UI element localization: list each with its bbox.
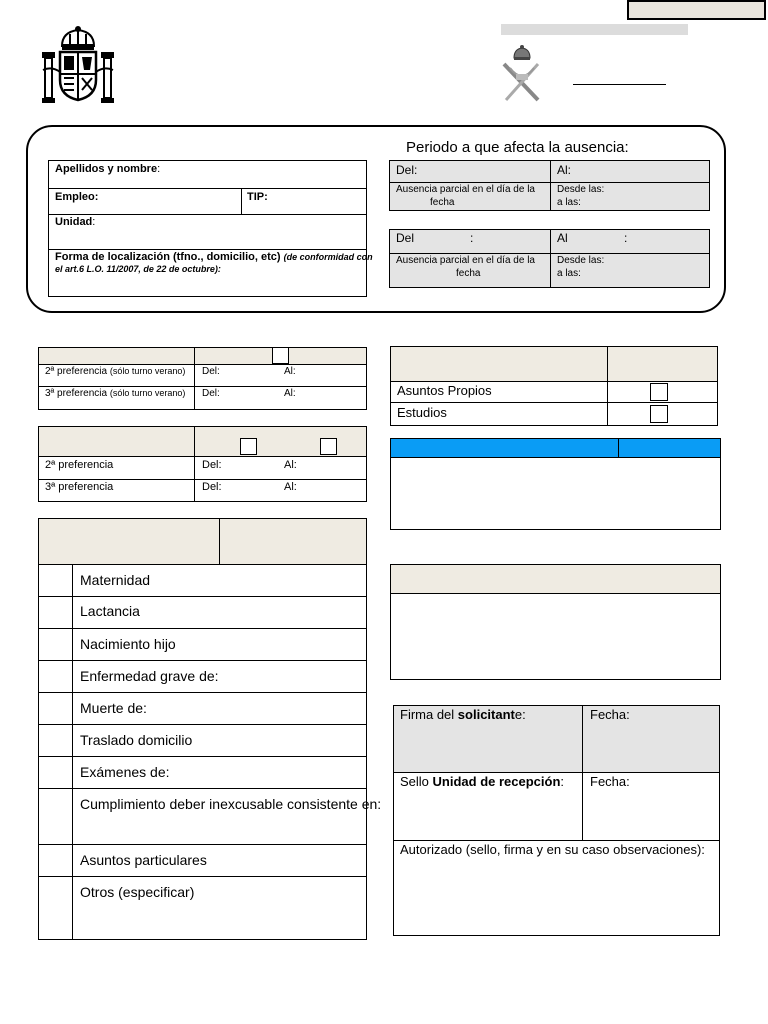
pref1-row-2-del: Del: <box>202 366 220 377</box>
asuntos-propios-checkbox[interactable] <box>650 383 668 401</box>
al2-colon: : <box>624 231 628 245</box>
tip-label: TIP: <box>247 191 268 203</box>
divider <box>38 788 367 789</box>
pref2-row-2-al: Al: <box>284 459 297 471</box>
spain-coat-of-arms-icon <box>40 24 116 104</box>
motivo-examenes: Exámenes de: <box>80 764 170 780</box>
al-label: Al: <box>557 163 572 177</box>
divider <box>38 596 367 597</box>
pref2-row-3-al: Al: <box>284 481 297 493</box>
motivo-checkbox-cell[interactable] <box>39 789 72 844</box>
motivo-checkbox-cell[interactable] <box>39 565 72 596</box>
motivo-checkbox-cell[interactable] <box>39 661 72 692</box>
personal-data-table <box>48 160 367 297</box>
header-gray-bar <box>501 24 688 35</box>
divider <box>194 347 195 410</box>
pref1-row-3-label: 3ª preferencia (sólo turno verano) <box>45 388 186 399</box>
divider <box>241 188 242 214</box>
motivo-traslado: Traslado domicilio <box>80 732 193 748</box>
motivo-checkbox-cell[interactable] <box>39 757 72 788</box>
a-las2-label: a las: <box>557 268 581 279</box>
divider <box>48 249 367 250</box>
pref2-row-2-del: Del: <box>202 459 222 471</box>
periodo-title: Periodo a que afecta la ausencia: <box>406 139 629 156</box>
sello-unidad-label: Sello Unidad de recepción: <box>400 774 565 789</box>
parcial-label-line2: fecha <box>430 197 455 208</box>
a-las-label: a las: <box>557 197 581 208</box>
localizacion-label: Forma de localización (tfno., domicilio, etc) (de conformidad con <box>55 251 373 263</box>
divider <box>38 364 367 365</box>
divider <box>38 479 367 480</box>
motivo-checkbox-cell[interactable] <box>39 725 72 756</box>
desde-label: Desde las: <box>557 184 605 195</box>
parcial2-label-line2: fecha <box>456 268 481 279</box>
motivo-muerte: Muerte de: <box>80 700 147 716</box>
divider <box>390 381 718 382</box>
divider <box>607 346 608 426</box>
empleo-label: Empleo: <box>55 191 99 203</box>
pref2-checkbox-2[interactable] <box>320 438 337 455</box>
divider <box>38 456 367 457</box>
divider <box>38 844 367 845</box>
divider <box>390 402 718 403</box>
pref2-header <box>39 427 366 456</box>
pref1-header <box>39 348 366 364</box>
blue-section-header <box>391 439 720 457</box>
divider <box>393 840 720 841</box>
pref1-row-3-al: Al: <box>284 388 296 399</box>
divider <box>38 386 367 387</box>
beige-section-header <box>391 565 720 593</box>
divider <box>550 229 551 288</box>
divider <box>582 705 583 840</box>
desde2-label: Desde las: <box>557 255 605 266</box>
pref2-row-3-label: 3ª preferencia <box>45 481 114 493</box>
pref1-checkbox[interactable] <box>272 347 289 364</box>
divider <box>72 564 73 940</box>
parcial-label-line1: Ausencia parcial en el día de la <box>396 184 535 195</box>
autorizado-label: Autorizado (sello, firma y en su caso observaciones): <box>400 842 705 857</box>
motivo-cumplimiento: Cumplimiento deber inexcusable consistente en: <box>80 796 382 812</box>
del2-label: Del <box>396 231 415 245</box>
divider <box>194 426 195 502</box>
al2-label: Al <box>557 231 568 245</box>
motivo-checkbox-cell[interactable] <box>39 693 72 724</box>
pref2-row-3-del: Del: <box>202 481 222 493</box>
pref1-row-2-al: Al: <box>284 366 296 377</box>
divider <box>38 876 367 877</box>
pref1-row-2-label: 2ª preferencia (sólo turno verano) <box>45 366 186 377</box>
divider <box>38 660 367 661</box>
top-right-box <box>627 0 766 20</box>
divider <box>390 593 721 594</box>
divider <box>393 772 720 773</box>
divider <box>38 564 367 565</box>
motivo-enfermedad: Enfermedad grave de: <box>80 668 219 684</box>
motivo-asuntos-particulares: Asuntos particulares <box>80 852 207 868</box>
divider <box>38 692 367 693</box>
asuntos-propios-label: Asuntos Propios <box>397 383 492 398</box>
motivo-otros: Otros (especificar) <box>80 884 195 900</box>
motivo-nacimiento: Nacimiento hijo <box>80 636 176 652</box>
divider <box>550 160 551 211</box>
divider <box>48 188 367 189</box>
motivo-checkbox-cell[interactable] <box>39 597 72 628</box>
firma-solicitante-label: Firma del solicitante: <box>400 707 526 722</box>
del-label: Del: <box>396 163 418 177</box>
motivo-checkbox-cell[interactable] <box>39 845 72 876</box>
divider <box>618 439 619 457</box>
motivos-header <box>39 519 366 564</box>
motivo-checkbox-cell[interactable] <box>39 877 72 939</box>
pref1-row-3-del: Del: <box>202 388 220 399</box>
estudios-checkbox[interactable] <box>650 405 668 423</box>
pref2-row-2-label: 2ª preferencia <box>45 459 114 471</box>
divider <box>38 628 367 629</box>
motivo-maternidad: Maternidad <box>80 572 151 588</box>
asuntos-header <box>391 347 717 381</box>
apellidos-label: Apellidos y nombre: <box>55 163 161 175</box>
sello-fecha-label: Fecha: <box>590 774 630 789</box>
del2-colon: : <box>470 231 474 245</box>
divider <box>390 457 721 458</box>
divider <box>38 724 367 725</box>
divider <box>48 214 367 215</box>
firma-fecha-label: Fecha: <box>590 707 630 722</box>
divider <box>219 518 220 564</box>
divider <box>38 756 367 757</box>
header-underline <box>573 84 666 85</box>
parcial2-label-line1: Ausencia parcial en el día de la <box>396 255 535 266</box>
motivo-lactancia: Lactancia <box>80 603 140 619</box>
estudios-label: Estudios <box>397 405 447 420</box>
unidad-label: Unidad: <box>55 216 96 228</box>
pref2-checkbox-1[interactable] <box>240 438 257 455</box>
guardia-civil-emblem-icon <box>498 44 544 104</box>
motivo-checkbox-cell[interactable] <box>39 629 72 660</box>
localizacion-note: el art.6 L.O. 11/2007, de 22 de octubre): <box>55 264 221 274</box>
